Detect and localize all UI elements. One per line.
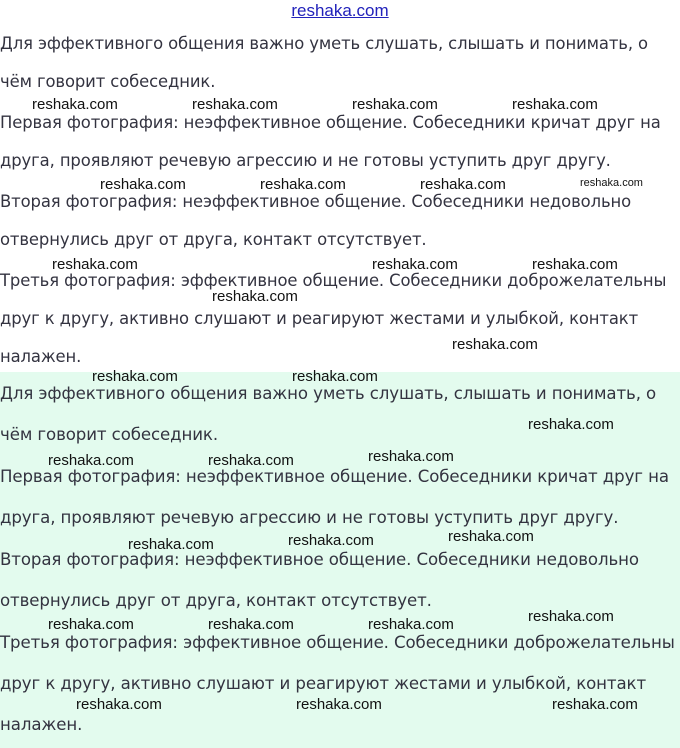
watermark-text: reshaka.com [100,176,186,193]
paragraph-photo-3: Третья фотография: эффективное общение. Собеседники доброжелательны друг к другу, активно слушают и реагируют жестами и улыбкой, контакт налажен. [0,271,667,366]
watermark-text: reshaka.com [128,536,214,553]
watermark-text: reshaka.com [260,176,346,193]
watermark-text: reshaka.com [452,336,538,353]
watermark-text: reshaka.com [192,96,278,113]
paragraph-photo-1: Первая фотография: неэффективное общение. Собеседники кричат друг на друга, проявляют речевую агрессию и не готовы уступить друг другу. [0,113,661,170]
watermark-text: reshaka.com [92,368,178,385]
watermark-text: reshaka.com [580,177,643,189]
watermark-text: reshaka.com [420,176,506,193]
paragraph-photo-2: Вторая фотография: неэффективное общение. Собеседники недовольно отвернулись друг от друга, контакт отсутствует. [0,550,639,610]
watermark-text: reshaka.com [368,448,454,465]
watermark-text: reshaka.com [448,528,534,545]
site-link[interactable]: reshaka.com [291,1,389,20]
watermark-text: reshaka.com [528,608,614,625]
watermark-text: reshaka.com [372,256,458,273]
watermark-text: reshaka.com [48,452,134,469]
watermark-text: reshaka.com [532,256,618,273]
paragraph-photo-1: Первая фотография: неэффективное общение. Собеседники кричат друг на друга, проявляют речевую агрессию и не готовы уступить друг другу. [0,467,669,527]
watermark-text: reshaka.com [296,696,382,713]
watermark-text: reshaka.com [208,616,294,633]
watermark-text: reshaka.com [212,288,298,305]
watermark-text: reshaka.com [288,532,374,549]
watermark-text: reshaka.com [368,616,454,633]
watermark-text: reshaka.com [528,416,614,433]
watermark-text: reshaka.com [52,256,138,273]
paragraph-photo-3: Третья фотография: эффективное общение. Собеседники доброжелательны друг к другу, активно слушают и реагируют жестами и улыбкой, контакт налажен. [0,633,675,734]
watermark-text: reshaka.com [292,368,378,385]
answer-block-plain [0,22,680,372]
paragraph-intro: Для эффективного общения важно уметь слушать, слышать и понимать, о чём говорит собеседник. [0,384,657,444]
watermark-text: reshaka.com [76,696,162,713]
watermark-text: reshaka.com [552,696,638,713]
paragraph-intro: Для эффективного общения важно уметь слушать, слышать и понимать, о чём говорит собеседник. [0,34,648,91]
paragraph-photo-2: Вторая фотография: неэффективное общение. Собеседники недовольно отвернулись друг от друга, контакт отсутствует. [0,192,632,249]
watermark-text: reshaka.com [352,96,438,113]
watermark-text: reshaka.com [48,616,134,633]
watermark-text: reshaka.com [32,96,118,113]
watermark-text: reshaka.com [208,452,294,469]
watermark-text: reshaka.com [512,96,598,113]
